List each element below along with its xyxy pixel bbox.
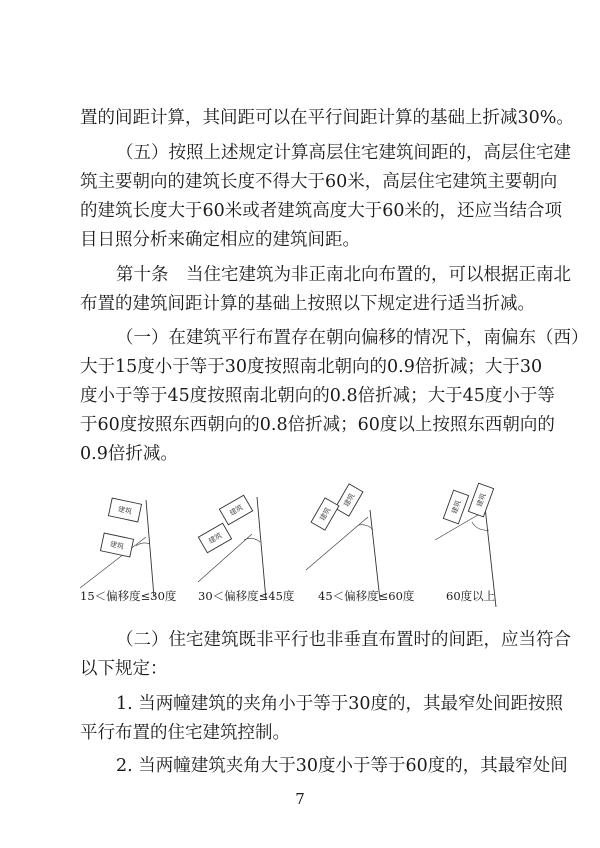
building-label: 建筑 [207,531,224,546]
building-label: 建筑 [109,540,125,551]
text-line: 2. 当两幢建筑夹角大于30度小于等于60度的，其最窄处间 [116,756,568,776]
text-line: （一）在建筑平行布置存在朝向偏移的情况下，南偏东（西） [116,328,589,348]
building-label: 建筑 [228,503,245,518]
page-number: 7 [295,790,305,808]
text-line: 平行布置的住宅建筑控制。 [80,723,290,743]
diagram-30-45 [198,495,266,600]
text-line: 0.9倍折减。 [80,444,178,464]
text-line: 1. 当两幢建筑的夹角小于等于30度的，其最窄处间距按照 [116,694,564,714]
text-line: 于60度按照东西朝向的0.8倍折减；60度以上按照东西朝向的 [80,415,555,435]
figure-caption: 60度以上 [446,589,496,603]
text-line: 的建筑长度大于60米或者建筑高度大于60米的，还应当结合项 [80,201,563,221]
figure-caption: 15＜偏移度≤30度 [80,589,177,603]
text-line: 以下规定： [80,659,168,679]
building-label: 建筑 [342,492,357,509]
text-line: 第十条 当住宅建筑为非正南北向布置的，可以根据正南北 [116,265,571,285]
text-line: 目日照分析来确定相应的建筑间距。 [80,230,360,250]
text-line: （二）住宅建筑既非平行也非垂直布置时的间距，应当符合 [116,630,571,650]
building-label: 建筑 [450,499,463,516]
building-label: 建筑 [475,492,488,509]
figure-caption: 30＜偏移度≤45度 [198,589,295,603]
building-label: 建筑 [117,505,133,516]
diagram-45-60 [306,484,380,600]
text-line: 度小于等于45度按照南北朝向的0.8倍折减；大于45度小于等 [80,386,555,406]
diagram-15-30 [80,498,154,597]
text-line: 置的间距计算，其间距可以在平行间距计算的基础上折减30%。 [80,108,574,128]
text-line: 筑主要朝向的建筑长度不得大于60米，高层住宅建筑主要朝向 [80,172,558,192]
text-line: 大于15度小于等于30度按照南北朝向的0.9倍折减；大于30 [80,357,543,377]
figure-caption: 45＜偏移度≤60度 [318,589,415,603]
text-line: （五）按照上述规定计算高层住宅建筑间距的，高层住宅建 [116,143,571,163]
building-label: 建筑 [318,506,333,523]
text-line: 布置的建筑间距计算的基础上按照以下规定进行适当折减。 [80,294,535,314]
